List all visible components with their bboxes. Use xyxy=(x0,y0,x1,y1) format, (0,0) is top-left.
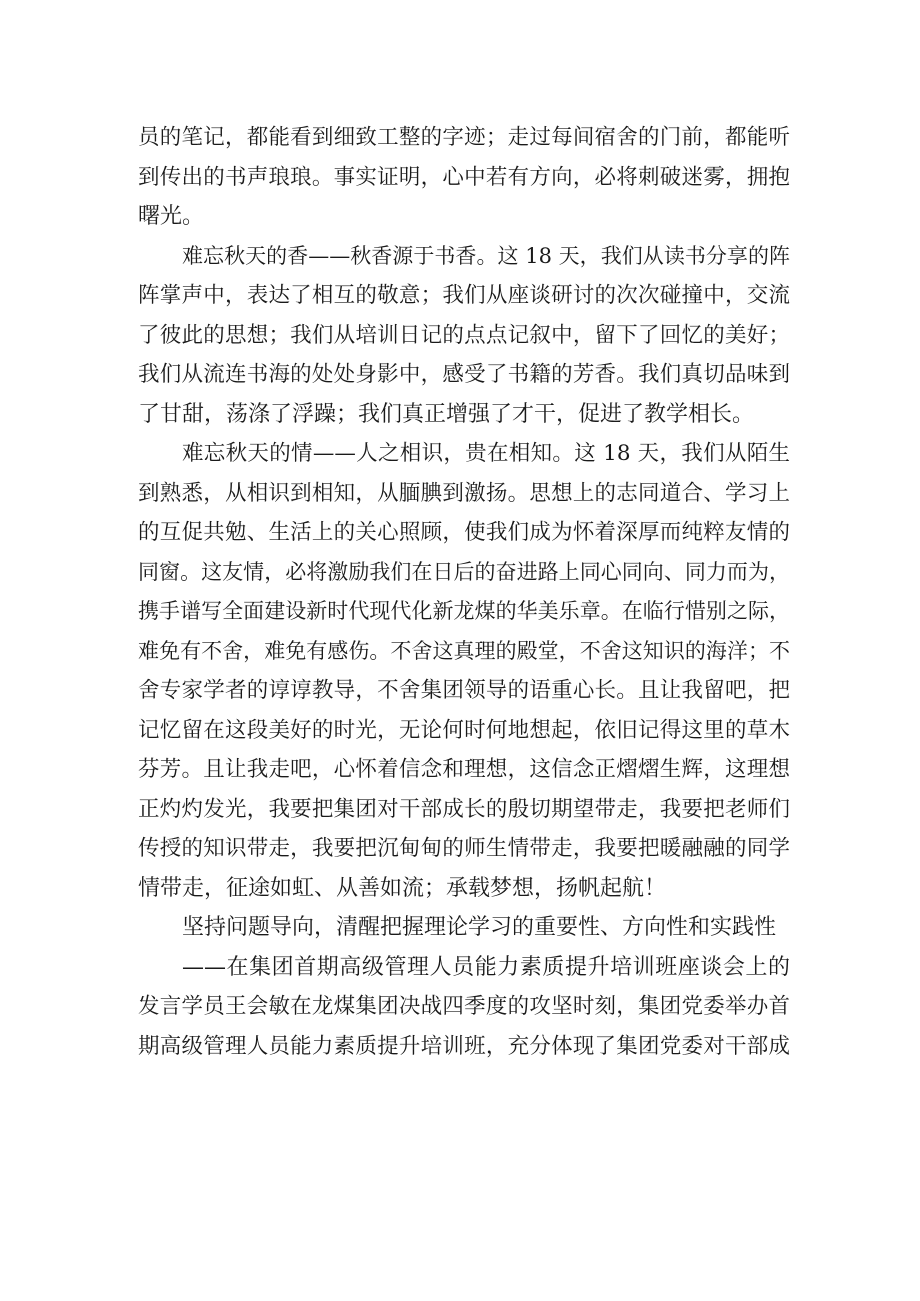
text-line: 曙光。 xyxy=(138,204,205,229)
text-line: 情带走，征途如虹、从善如流；承载梦想，扬帆起航！ xyxy=(138,875,667,901)
text-line: 了甘甜，荡涤了浮躁；我们真正增强了才干，促进了教学相长。 xyxy=(138,401,755,427)
text-line: 阵掌声中，表达了相互的敬意；我们从座谈研讨的次次碰撞中，交流 xyxy=(138,283,790,308)
text-line: 的互促共勉、生活上的关心照顾，使我们成为怀着深厚而纯粹友情的 xyxy=(138,520,790,545)
text-line: 同窗。这友情，必将激励我们在日后的奋进路上同心同向、同力而为， xyxy=(138,559,790,584)
text-line: 坚持问题导向，清醒把握理论学习的重要性、方向性和实践性 xyxy=(182,915,777,940)
text-line: 记忆留在这段美好的时光，无论何时何地想起，依旧记得这里的草木 xyxy=(138,717,790,743)
text-line: 传授的知识带走，我要把沉甸甸的师生情带走，我要把暖融融的同学 xyxy=(138,836,790,861)
text-line: 难忘秋天的香——秋香源于书香。这 18 天，我们从读书分享的阵 xyxy=(182,243,790,268)
text-line: 员的笔记，都能看到细致工整的字迹；走过每间宿舍的门前，都能听 xyxy=(138,125,790,150)
text-line: 芬芳。且让我走吧，心怀着信念和理想，这信念正熠熠生辉，这理想 xyxy=(138,757,790,782)
text-line: 到传出的书声琅琅。事实证明，心中若有方向，必将刺破迷雾，拥抱 xyxy=(138,164,790,190)
text-line: 我们从流连书海的处处身影中，感受了书籍的芳香。我们真切品味到 xyxy=(138,362,790,387)
text-line: 舍专家学者的谆谆教导，不舍集团领导的语重心长。且让我留吧，把 xyxy=(138,678,790,703)
text-line: 到熟悉，从相识到相知，从腼腆到激扬。思想上的志同道合、学习上 xyxy=(138,480,790,506)
document-body xyxy=(138,118,790,1066)
text-line: 携手谱写全面建设新时代现代化新龙煤的华美乐章。在临行惜别之际， xyxy=(138,599,790,623)
text-line: ——在集团首期高级管理人员能力素质提升培训班座谈会上的 xyxy=(182,954,790,980)
text-line: 正灼灼发光，我要把集团对干部成长的殷切期望带走，我要把老师们 xyxy=(138,796,790,822)
text-line: 了彼此的思想；我们从培训日记的点点记叙中，留下了回忆的美好； xyxy=(138,322,790,348)
text-line: 难免有不舍，难免有感伤。不舍这真理的殿堂，不舍这知识的海洋；不 xyxy=(138,638,790,663)
text-line: 难忘秋天的情——人之相识，贵在相知。这 18 天，我们从陌生 xyxy=(182,441,790,466)
text-line: 发言学员王会敏在龙煤集团决战四季度的攻坚时刻，集团党委举办首 xyxy=(138,994,790,1019)
text-line: 期高级管理人员能力素质提升培训班，充分体现了集团党委对干部成 xyxy=(138,1033,790,1059)
